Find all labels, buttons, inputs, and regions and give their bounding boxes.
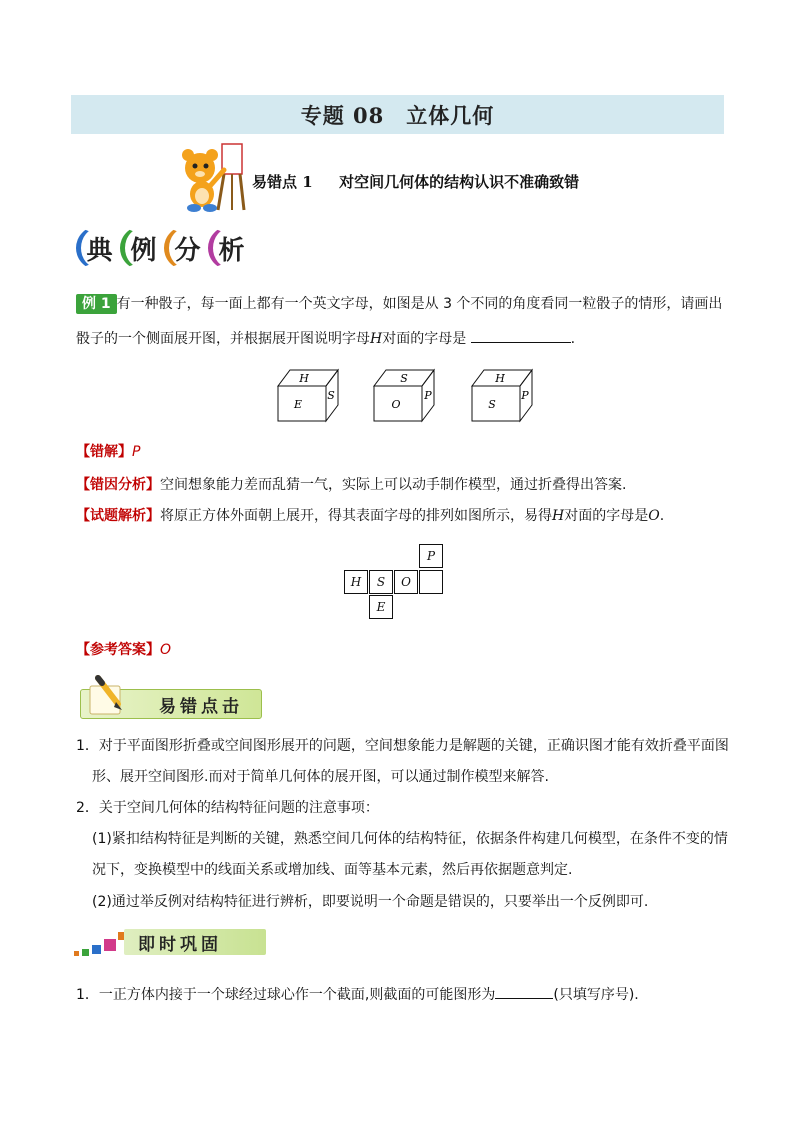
example-text-1: 有一种骰子，每一面上都有一个英文字母，如图是从 3 个不同的角度看同一粒骰子的情形，请画出: [116, 296, 723, 312]
tip-1-text-1: 对于平面图形折叠或空间图形展开的问题，空间想象能力是解题的关键，正确识图才能有效折叠平面图: [98, 738, 729, 754]
sub-tip-1-line-2: 况下，变换模型中的线面关系或增加线、面等基本元素，然后再依据题意判定.: [92, 862, 573, 878]
solution-label: 【试题解析】: [76, 508, 160, 524]
solution-text-b: 对面的字母是: [564, 508, 649, 524]
net-cell-s: S: [369, 570, 393, 594]
example-line-2: [76, 327, 575, 352]
reference-answer-label: 【参考答案】: [76, 642, 160, 658]
tip-2-line-1: [76, 796, 379, 821]
section-label: 易错点 1: [252, 173, 313, 191]
sub-tip-1-line-1: (1)紧扣结构特征是判断的关键，熟悉空间几何体的结构特征，依据条件构建几何模型，在条件不变的情: [92, 831, 728, 847]
solution-var: H: [552, 508, 565, 524]
tip-2-num: 2．: [76, 800, 99, 816]
die-2-top: S: [400, 372, 408, 385]
bear-painter-icon: [180, 140, 248, 214]
die-3-side: P: [521, 389, 529, 402]
solution-end: .: [659, 508, 665, 524]
die-3-top: H: [495, 372, 505, 385]
tip-1-line-2: 形、展开空间图形.而对于简单几何体的展开图，可以通过制作模型来解答.: [92, 769, 549, 785]
example-end: .: [570, 331, 576, 347]
die-1-front: E: [293, 398, 303, 411]
analysis-char-2: 例: [120, 226, 164, 270]
tip-2-text-1: 关于空间几何体的结构特征问题的注意事项：: [98, 800, 379, 816]
practice-text-a: 一正方体内接于一个球经过球心作一个截面,则截面的可能图形为: [98, 987, 496, 1003]
tip-1-line-1: [76, 734, 729, 759]
example-text-2a: 骰子的一个侧面展开图，并根据展开图说明字母: [76, 331, 370, 347]
example-line-1: [76, 292, 722, 317]
analysis-char-3: 分: [164, 226, 208, 270]
error-analysis-text: 空间想象能力差而乱猜一气，实际上可以动手制作模型，通过折叠得出答案.: [160, 477, 627, 493]
colored-squares-icon: [74, 932, 126, 958]
dice-figures: [270, 366, 550, 424]
solution-answer: O: [648, 508, 660, 524]
title-right: 立体几何: [406, 102, 495, 128]
example-badge: 例 1: [76, 294, 117, 314]
example-var-h: H: [370, 331, 383, 347]
analysis-char-1: 典: [76, 226, 120, 270]
net-cell-p: P: [419, 544, 443, 568]
solution: [76, 504, 664, 529]
die-3-front: S: [488, 398, 496, 411]
section-heading: [252, 171, 579, 192]
pencil-icon: [86, 672, 130, 718]
wrong-answer: [76, 440, 140, 465]
net-cell-blank: [419, 570, 443, 594]
error-analysis: [76, 473, 626, 498]
reference-answer: [76, 638, 171, 663]
section-text: 对空间几何体的结构认识不准确致错: [339, 173, 580, 191]
tip-1-num: 1．: [76, 738, 99, 754]
die-2-side: P: [424, 389, 432, 402]
net-cell-e: E: [369, 595, 393, 619]
practice-text-b: (只填写序号).: [553, 987, 639, 1003]
die-2-front: O: [391, 398, 401, 411]
practice-blank: [495, 984, 553, 999]
page-title: [71, 95, 724, 134]
tips-banner: 易错点击: [80, 689, 262, 719]
practice-num: 1．: [76, 987, 99, 1003]
net-cell-o: O: [394, 570, 418, 594]
die-1-side: S: [327, 389, 335, 402]
title-left: 专题 08: [300, 102, 385, 128]
wrong-answer-value: P: [132, 444, 141, 460]
practice-question: [76, 983, 639, 1008]
net-cell-h: H: [344, 570, 368, 594]
example-text-2b: 对面的字母是: [382, 331, 467, 347]
solution-text-a: 将原正方体外面朝上展开，得其表面字母的排列如图所示，易得: [160, 508, 552, 524]
error-analysis-label: 【错因分析】: [76, 477, 160, 493]
answer-blank: [471, 328, 571, 343]
wrong-answer-label: 【错解】: [76, 444, 132, 460]
sub-tip-2-line-1: (2)通过举反例对结构特征进行辨析，即要说明一个命题是错误的，只要举出一个反例即可.: [92, 894, 649, 910]
die-1-top: H: [299, 372, 309, 385]
cube-net: [340, 544, 450, 622]
practice-banner: 即时巩固: [124, 929, 266, 955]
analysis-char-4: 析: [208, 226, 252, 270]
reference-answer-value: O: [160, 642, 172, 658]
